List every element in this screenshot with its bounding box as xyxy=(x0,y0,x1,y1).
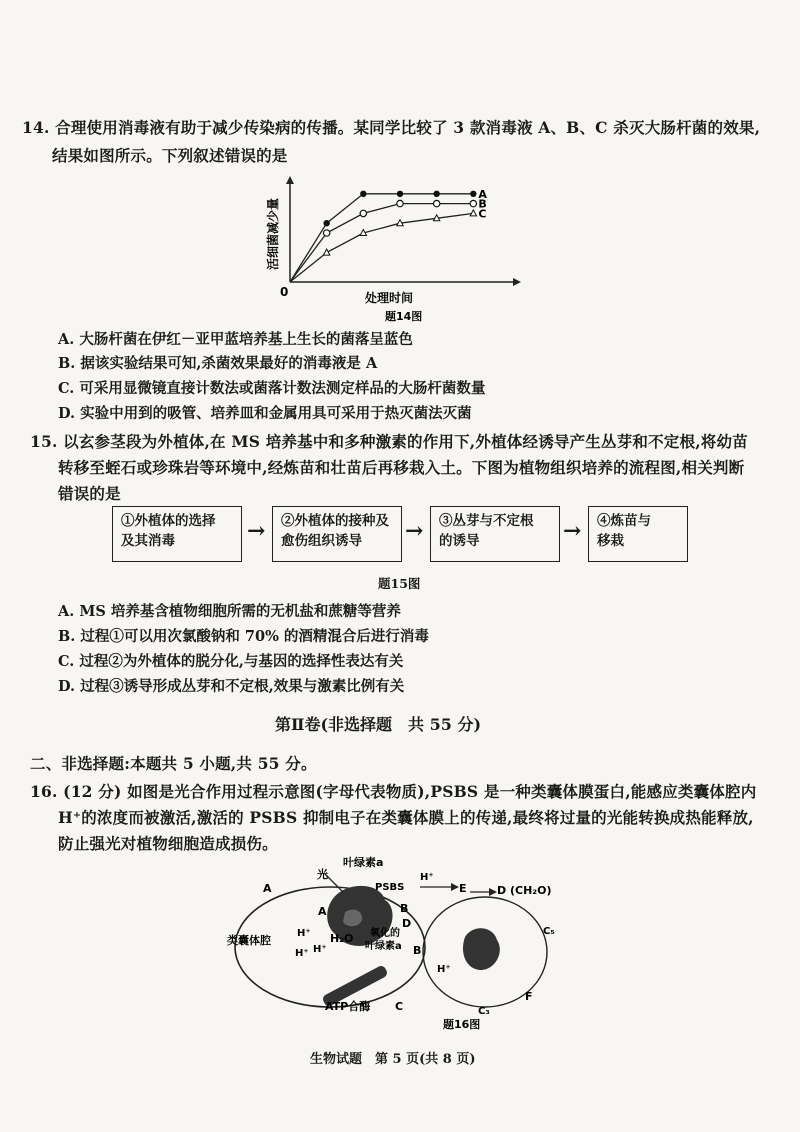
q14-point-b-1 xyxy=(323,230,329,236)
q14-ylabel: 活细菌减少量 xyxy=(266,197,280,270)
q14-point-b-2 xyxy=(360,210,366,216)
q15-step-3-line1: ③丛芽与不定根 xyxy=(439,513,534,529)
label-a1: A xyxy=(263,882,272,895)
label-a2: A xyxy=(318,905,327,918)
arrow-h-e-head xyxy=(451,883,459,891)
label-oxchl-2: 叶绿素a xyxy=(365,941,402,952)
q15-arrow-1: → xyxy=(247,518,266,544)
q14-point-c-5 xyxy=(470,210,476,216)
q15-step-2-line2: 愈伤组织诱导 xyxy=(281,533,362,549)
q14-stem-line2: 结果如图所示。下列叙述错误的是 xyxy=(52,146,288,165)
q15-option-b: B. 过程①可以用次氯酸钠和 70% 的酒精混合后进行消毒 xyxy=(58,628,429,645)
q15-step-3-line2: 的诱导 xyxy=(439,533,480,549)
label-b2: B xyxy=(413,944,422,957)
q14-option-a: A. 大肠杆菌在伊红－亚甲蓝培养基上生长的菌落呈蓝色 xyxy=(58,331,413,348)
q14-point-a-1 xyxy=(323,220,329,226)
label-c: C xyxy=(395,1000,404,1013)
q14-point-b-4 xyxy=(433,200,439,206)
q15-stem-line1: 15. 以玄参茎段为外植体,在 MS 培养基中和多种激素的作用下,外植体经诱导产生丛芽和不定根,将幼苗 xyxy=(30,432,748,451)
q15-caption: 题15图 xyxy=(378,576,421,591)
q14-y-arrow xyxy=(286,176,294,184)
label-c5: C₅ xyxy=(543,926,555,937)
q14-series-line-c xyxy=(290,213,473,282)
page-footer: 生物试题 第 5 页(共 8 页) xyxy=(310,1052,476,1067)
label-hplus-3: H⁺ xyxy=(295,948,309,959)
label-hplus-1: H⁺ xyxy=(297,928,311,939)
label-d2: D xyxy=(497,884,507,897)
q14-stem-line1: 14. 合理使用消毒液有助于减少传染病的传播。某同学比较了 3 款消毒液 A、B、C 杀灭大肠杆菌的效果, xyxy=(22,118,761,137)
label-e: E xyxy=(459,882,467,895)
label-oxchl-1: 氧化的 xyxy=(370,928,400,939)
q16-stem-line1: 16. (12 分) 如图是光合作用过程示意图(字母代表物质),PSBS 是一种类囊体膜蛋白,能感应类囊体腔内 xyxy=(30,782,757,801)
q15-stem-line3: 错误的是 xyxy=(58,484,121,503)
q15-arrow-2: → xyxy=(405,518,424,544)
q14-point-a-3 xyxy=(397,191,403,197)
section2-title: 第Ⅱ卷(非选择题 共 55 分) xyxy=(275,715,482,734)
q15-step-3 xyxy=(430,506,560,562)
q14-series-label-c: C xyxy=(478,207,487,221)
label-hplus-4: H⁺ xyxy=(437,964,451,975)
label-psbs: PSBS xyxy=(375,882,405,893)
section2-heading: 二、非选择题:本题共 5 小题,共 55 分。 xyxy=(30,754,317,773)
q14-x-arrow xyxy=(513,278,521,286)
label-atp: ATP合酶 xyxy=(325,1000,371,1013)
q14-point-b-5 xyxy=(470,200,476,206)
q14-series-label-a: A xyxy=(478,187,487,201)
q15-option-c: C. 过程②为外植体的脱分化,与基因的选择性表达有关 xyxy=(58,653,404,670)
q15-option-a: A. MS 培养基含植物细胞所需的无机盐和蔗糖等营养 xyxy=(58,603,401,620)
q15-step-4-line1: ④炼苗与 xyxy=(597,513,651,529)
q14-caption: 题14图 xyxy=(385,310,423,323)
q14-point-b-3 xyxy=(397,200,403,206)
q14-series-group xyxy=(290,188,487,282)
q14-point-a-2 xyxy=(360,191,366,197)
q15-option-d: D. 过程③诱导形成丛芽和不定根,效果与激素比例有关 xyxy=(58,678,405,695)
q16-diagram xyxy=(225,852,565,1032)
q16-stem-line2: H⁺的浓度而被激活,激活的 PSBS 抑制电子在类囊体膜上的传递,最终将过量的光能转换成热能释放, xyxy=(58,808,754,827)
label-f: F xyxy=(525,990,533,1003)
q14-origin: 0 xyxy=(280,285,289,299)
q14-point-a-4 xyxy=(433,191,439,197)
label-d1: D xyxy=(402,917,412,930)
q15-step-1-line1: ①外植体的选择 xyxy=(121,513,216,529)
q14-option-c: C. 可采用显微镜直接计数法或菌落计数法测定样品的大肠杆菌数量 xyxy=(58,380,486,397)
q15-step-1-line2: 及其消毒 xyxy=(121,533,175,549)
q16-caption: 题16图 xyxy=(443,1018,481,1031)
q15-step-4 xyxy=(588,506,688,562)
q14-series-line-a xyxy=(290,194,473,282)
q14-point-a-5 xyxy=(470,191,476,197)
label-c3: C₃ xyxy=(478,1006,490,1017)
label-hplus-2: H⁺ xyxy=(313,944,327,955)
label-b1: B xyxy=(400,902,409,915)
label-h2o: H₂O xyxy=(330,932,354,945)
arrow-d-head xyxy=(489,888,497,896)
label-light: 光 xyxy=(317,868,328,881)
label-h: H⁺ xyxy=(420,872,434,883)
q15-step-2 xyxy=(272,506,402,562)
stroma-blob xyxy=(463,928,500,970)
q16-stem-line3: 防止强光对植物细胞造成损伤。 xyxy=(58,834,278,853)
q15-step-2-line1: ②外植体的接种及 xyxy=(281,513,389,529)
q14-xlabel: 处理时间 xyxy=(365,291,414,305)
q14-chart xyxy=(255,170,535,330)
q14-option-b: B. 据该实验结果可知,杀菌效果最好的消毒液是 A xyxy=(58,355,378,372)
q15-stem-line2: 转移至蛭石或珍珠岩等环境中,经炼苗和壮苗后再移栽入土。下图为植物组织培养的流程图,相关判断 xyxy=(58,458,745,477)
label-chla: 叶绿素a xyxy=(343,856,384,869)
q14-series-label-b: B xyxy=(478,197,487,211)
label-ch2o: (CH₂O) xyxy=(510,884,552,897)
psbs-protein xyxy=(343,910,362,927)
q15-step-1 xyxy=(112,506,242,562)
q14-series-line-b xyxy=(290,204,473,282)
label-lumen: 类囊体腔 xyxy=(227,934,271,947)
q15-arrow-3: → xyxy=(563,518,582,544)
q15-step-4-line2: 移栽 xyxy=(597,533,624,549)
q14-option-d: D. 实验中用到的吸管、培养皿和金属用具可采用于热灭菌法灭菌 xyxy=(58,405,472,422)
